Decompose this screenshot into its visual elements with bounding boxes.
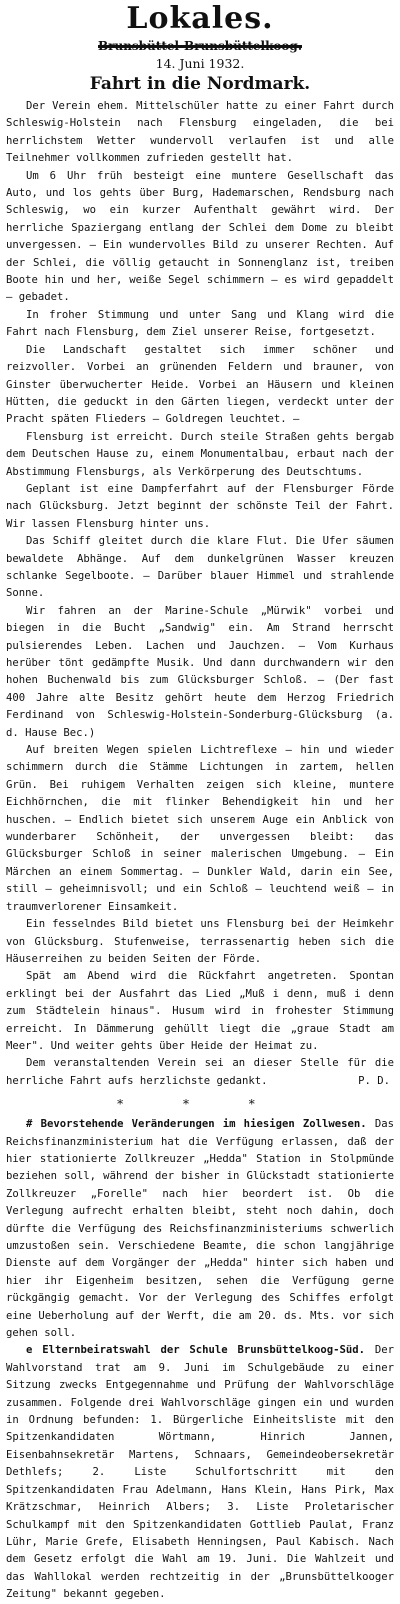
news-item-zollwesen [6,1116,394,1342]
news-item-elternbeiratswahl [6,1342,394,1603]
section-divider-asterism: * * * [117,1097,283,1112]
news-item-paragraph [6,1116,394,1342]
article-paragraph: Um 6 Uhr früh besteigt eine muntere Gesellschaft das Auto, und los gehts über Burg, Hademarschen, Rendsburg nach Schleswig, wo ein kurzer Aufenthalt gewährt wird. Der herrliche Spaziergang entlang der Schlei dem Dome zu bleibt unvergessen. — Ein wundervolles Bild zu unserer Rechten. Auf der Schlei, die völlig getaucht in Sonnenglanz ist, treiben Boote hin und her, weiße Segel schimmern — es wird gepaddelt — gebadet. [6,169,394,304]
article-paragraph: Der Verein ehem. Mittelschüler hatte zu einer Fahrt durch Schleswig-Holstein nach Flensburg eingeladen, die bei herrlichstem Wetter wundervoll verlaufen ist und alle Teilnehmer vollkommen zufrieden gestellt hat. [6,100,394,165]
news-item-text: Der Wahlvorstand trat am 9. Juni im Schulgebäude zu einer Sitzung zwecks Entgegennahme und Prüfung der Wahlvorschläge zusammen. Folgende drei Wahlvorschläge gingen ein und wurden in Ordnung befunden: 1. Bürgerliche Einheitsliste mit den Spitzenkandidaten Wörtmann, Hinrich Jannen, Eisenbahnsekretär Martens, Schnaars, Gemeindeobersekretär Dethlefs; 2. Liste Schulfortschritt mit den Spitzenkandidaten Frau Adelmann, Hans Klein, Hans Pirk, Max Krätzschmar, Heinrich Albers; 3. Liste Proletarischer Schulkampf mit den Spitzenkandidaten Gottlieb Paulat, Franz Lühr, Marie Grefe, Elisabeth Henningsen, Paul Kabisch. Nach dem Gesetz erfolgt die Wahl am 19. Juni. Die Wahlzeit und das Wahllokal werden rechtzeitig in der „Brunsbüttelkooger Zeitung" bekannt gegeben. [6,1344,394,1601]
newspaper-page [0,1,400,1601]
section-subhead: Brunsbüttel-Brunsbüttelkoog. [98,39,302,53]
article-paragraph: Spät am Abend wird die Rückfahrt angetreten. Spontan erklingt bei der Ausfahrt das Lied „Muß i denn, muß i denn zum Städtelein hinaus". Husum wird in frohester Stimmung erreicht. In Dämmerung gehüllt liegt die „graue Stadt am Meer". Und weiter gehts über Heide der Heimat zu. [6,970,394,1052]
article-fahrt-nordmark [6,74,394,1090]
article-paragraph: Ein fesselndes Bild bietet uns Flensburg bei der Heimkehr von Glücksburg. Stufenweise, terrassenartig heben sich die Häuserreihen zu beiden Seiten der Förde. [6,918,394,965]
news-item-mark: e [26,1344,33,1357]
news-item-heading: Elternbeiratswahl der Schule Brunsbüttelkoog-Süd. [42,1344,366,1357]
article-paragraph: Das Schiff gleitet durch die klare Flut. Die Ufer säumen bewaldete Abhänge. Auf dem dunkelgrünen Wasser kreuzen schlanke Segelboote. — Darüber blauer Himmel und strahlende Sonne. [6,535,394,600]
article-body [6,98,394,1090]
section-masthead: Lokales. [126,1,274,36]
article-signature: P. D. [358,1074,390,1087]
article-paragraph: Die Landschaft gestaltet sich immer schöner und reizvoller. Vorbei an grünenden Feldern und brauner, von Ginster überwucherter Heide. Vorbei an Häusern und kleinen Hütten, die geduckt in den Gärten liegen, verdeckt unter der Pracht späten Flieders — Goldregen leuchtet. — [6,343,394,426]
news-item-heading: Bevorstehende Veränderungen im hiesigen Zollwesen. [40,1118,367,1131]
article-headline: Fahrt in die Nordmark. [89,74,311,94]
article-paragraph: Flensburg ist erreicht. Durch steile Straßen gehts bergab dem Deutschen Hause zu, einem Monumentalbau, erbaut nach der Abstimmung Flensburgs, als Verkörperung des Deutschtums. [6,430,394,478]
article-paragraph: Geplant ist eine Dampferfahrt auf der Flensburger Förde nach Glücksburg. Jetzt beginnt der schönste Teil der Fahrt. Wir lassen Flensburg hinter uns. [6,482,394,530]
article-paragraph: In froher Stimmung und unter Sang und Klang wird die Fahrt nach Flensburg, dem Ziel unserer Reise, fortgesetzt. [6,308,394,339]
article-paragraph: Dem veranstaltenden Verein sei an dieser Stelle für die herrliche Fahrt aufs herzlichste gedankt. [6,1057,394,1087]
news-item-mark: # [26,1118,33,1131]
dateline: 14. Juni 1932. [155,56,245,71]
news-item-text: Das Reichsfinanzministerium hat die Verfügung erlassen, daß der hier stationierte Zollkreuzer „Hedda" Station in Stolpmünde beziehen soll, während der bisher in Glückstadt stationierte Zollkreuzer „Forelle" nach hier beordert ist. Ob die Verlegung aufrecht erhalten bleibt, steht noch dahin, doch dürfte die Verfügung des Reichsfinanzministeriums schwerlich umzustoßen sein. Verschiedene Beamte, die schon langjährige Dienste auf dem Vorgänger der „Hedda" hinter sich haben und hier ihr Eigenheim besitzen, sehen die Verfügung gerne rückgängig gemacht. Vor der Verlegung des Schiffes erfolgt eine Ueberholung auf der Werft, die am 20. ds. Mts. vor sich gehen soll. [6,1118,394,1340]
article-paragraph: Auf breiten Wegen spielen Lichtreflexe — hin und wieder schimmern durch die Stämme Lichtungen in zartem, hellen Grün. Bei ruhigem Verhalten zeigen sich kleine, muntere Eichhörnchen, die mit flinker Behendigkeit hin und her huschen. — Endlich bietet sich unserem Auge ein Anblick von wunderbarer Schönheit, der unvergessen bleibt: das Glücksburger Schloß in seiner malerischen Umgebung. — Ein Märchen an einem Sommertag. — Dunkler Wald, darin ein See, still — geheimnisvoll; und ein Schloß — leuchtend weiß — in traumverlorener Einsamkeit. [6,744,394,913]
news-item-paragraph [6,1342,394,1603]
article-paragraph: Wir fahren an der Marine-Schule „Mürwik" vorbei und biegen in die Bucht „Sandwig" ein. Am Strand herrscht pulsierendes Leben. Lachen und Jauchzen. — Vom Kurhaus herüber tönt gedämpfte Musik. Und dann durchwandern wir den hohen Buchenwald bis zum Glücksburger Schloß. — (Der fast 400 Jahre alte Besitz gehört heute dem Herzog Friedrich Ferdinand von Schleswig-Holstein-Sonderburg-Glücksburg (a. d. Hause Bec.) [6,604,394,739]
